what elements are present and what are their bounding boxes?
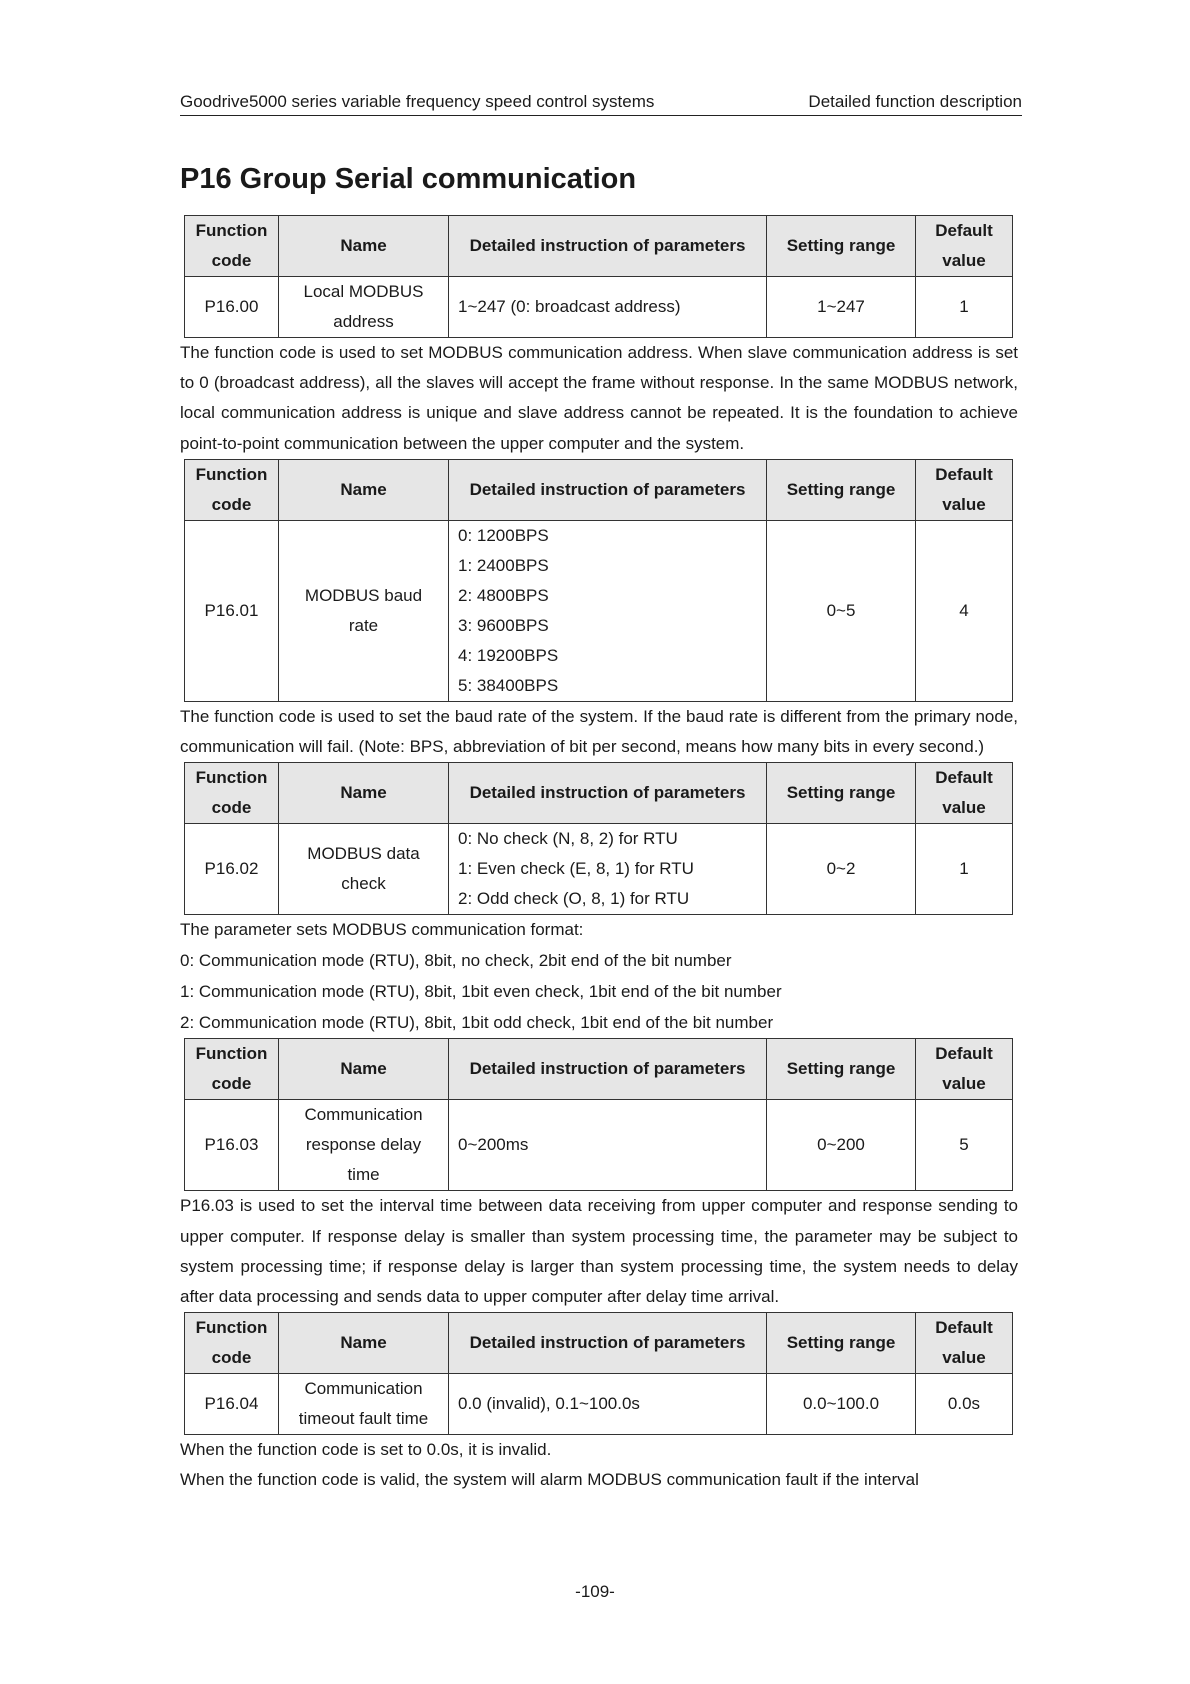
header-default [916,216,1013,277]
table-row [185,1100,1013,1191]
header-detail: Detailed instruction of parameters [449,763,767,824]
function-code-cell: P16.01 [185,520,279,701]
default-cell: 5 [916,1100,1013,1191]
cell-line: 2: 4800BPS [458,585,549,605]
default-cell: 1 [916,824,1013,915]
range-cell: 0.0~100.0 [767,1374,916,1435]
cell-line: 1: Even check (E, 8, 1) for RTU [458,859,694,879]
function-code-cell: P16.02 [185,824,279,915]
cell-line: address [333,312,394,331]
cell-line: response delay [305,1135,422,1155]
description-list-item: 2: Communication mode (RTU), 8bit, 1bit odd check, 1bit end of the bit number [180,1013,774,1033]
cell-line: code [211,494,252,514]
header-function-code [185,763,279,824]
cell-line: 4: 19200BPS [458,645,559,665]
detail-cell [449,824,767,915]
cell-line: code [211,798,252,818]
content-area [180,215,1018,1496]
cell-line: 0: No check (N, 8, 2) for RTU [458,829,678,849]
table-header-row [185,216,1013,277]
description-paragraph: When the function code is set to 0.0s, it is invalid. [180,1440,552,1460]
header-default [916,1039,1013,1100]
parameter-table [184,1038,1013,1191]
cell-line: 1: 2400BPS [458,555,549,575]
cell-line: value [942,1348,986,1368]
cell-line: code [211,1074,252,1094]
description-paragraph: When the function code is valid, the system will alarm MODBUS communication fault if the interval [180,1470,919,1490]
cell-line: Default [935,768,993,788]
header-right: Detailed function description [808,92,1022,111]
cell-line: MODBUS data [307,844,420,864]
default-cell: 4 [916,520,1013,701]
page-number: -109- [575,1582,615,1601]
cell-line: Default [935,464,993,484]
header-name: Name [279,1313,449,1374]
cell-line: value [942,251,986,270]
name-cell [279,1100,449,1191]
range-cell: 0~5 [767,520,916,701]
function-code-cell: P16.04 [185,1374,279,1435]
header-detail: Detailed instruction of parameters [449,459,767,520]
name-cell [279,277,449,338]
name-cell [279,824,449,915]
cell-line: Communication [304,1105,423,1125]
cell-line: Function [195,1318,268,1338]
cell-line: Function [195,221,268,240]
table-header-row [185,1039,1013,1100]
default-cell: 0.0s [916,1374,1013,1435]
header-name: Name [279,459,449,520]
cell-line: Communication [304,1379,423,1399]
description-paragraph: The function code is used to set MODBUS communication address. When slave communication address is set to 0 (broadcast address), all the slaves will accept the frame without response. In the same MODBUS network, local communication address is unique and slave address cannot be repeated. It is the foundation to achieve point-to-point communication between the upper computer and the system. [180,343,1018,453]
table-row [185,1374,1013,1435]
header-function-code [185,1039,279,1100]
detail-cell [449,1374,767,1435]
cell-line: 0~200ms [458,1135,529,1155]
name-cell [279,1374,449,1435]
cell-line: value [942,798,986,818]
cell-line: 0: 1200BPS [458,525,549,545]
parameter-table [184,762,1013,915]
header-default [916,1313,1013,1374]
function-code-cell: P16.03 [185,1100,279,1191]
header-range: Setting range [767,763,916,824]
table-header-row [185,1313,1013,1374]
cell-line: code [211,251,252,270]
description-paragraph: The function code is used to set the baud rate of the system. If the baud rate is different from the primary node, communication will fail. (Note: BPS, abbreviation of bit per second, means how many bits in every second.) [180,706,1018,757]
detail-cell [449,277,767,338]
range-cell: 0~2 [767,824,916,915]
description-list-item: 1: Communication mode (RTU), 8bit, 1bit even check, 1bit end of the bit number [180,982,782,1002]
cell-line: Function [195,1044,268,1064]
header-left: Goodrive5000 series variable frequency speed control systems [180,92,655,111]
header-function-code [185,216,279,277]
page-header [180,92,1022,116]
cell-line: MODBUS baud [304,585,423,605]
cell-line: Local MODBUS [303,282,424,301]
cell-line: check [341,874,386,894]
detail-cell [449,520,767,701]
range-cell: 0~200 [767,1100,916,1191]
section-heading: P16 Group Serial communication [180,163,637,195]
cell-line: Default [935,1318,993,1338]
cell-line: Function [195,768,268,788]
cell-line: 2: Odd check (O, 8, 1) for RTU [458,889,690,909]
default-cell: 1 [916,277,1013,338]
cell-line: value [942,1074,986,1094]
cell-line: timeout fault time [298,1409,429,1429]
detail-cell [449,1100,767,1191]
header-function-code [185,1313,279,1374]
header-name: Name [279,1039,449,1100]
header-detail: Detailed instruction of parameters [449,1313,767,1374]
name-cell [279,520,449,701]
header-detail: Detailed instruction of parameters [449,1039,767,1100]
table-row [185,520,1013,701]
header-default [916,459,1013,520]
cell-line: time [347,1165,380,1185]
cell-line: Default [935,221,993,240]
cell-line: 0.0 (invalid), 0.1~100.0s [458,1394,640,1414]
header-function-code [185,459,279,520]
cell-line: 1~247 (0: broadcast address) [458,297,681,316]
table-row [185,824,1013,915]
cell-line: rate [348,615,379,635]
header-default [916,763,1013,824]
cell-line: Default [935,1044,993,1064]
table-header-row [185,763,1013,824]
cell-line: 3: 9600BPS [458,615,549,635]
function-code-cell: P16.00 [185,277,279,338]
description-paragraph: P16.03 is used to set the interval time between data receiving from upper computer and response sending to upper computer. If response delay is smaller than system processing time, the parameter may be subject to system processing time; if response delay is larger than system processing time, the system needs to delay after data processing and sends data to upper computer after delay time arrival. [180,1196,1018,1307]
header-name: Name [279,216,449,277]
parameter-table [184,215,1013,338]
cell-line: 5: 38400BPS [458,675,559,695]
cell-line: code [211,1348,252,1368]
cell-line: Function [195,464,268,484]
header-name: Name [279,763,449,824]
header-range: Setting range [767,1039,916,1100]
table-row [185,277,1013,338]
table-header-row [185,459,1013,520]
description-list-item: 0: Communication mode (RTU), 8bit, no check, 2bit end of the bit number [180,951,732,971]
cell-line: value [942,494,986,514]
parameter-table [184,1312,1013,1435]
description-paragraph: The parameter sets MODBUS communication format: [180,920,584,940]
header-range: Setting range [767,459,916,520]
header-range: Setting range [767,1313,916,1374]
header-detail: Detailed instruction of parameters [449,216,767,277]
parameter-table [184,459,1013,702]
range-cell: 1~247 [767,277,916,338]
header-range: Setting range [767,216,916,277]
